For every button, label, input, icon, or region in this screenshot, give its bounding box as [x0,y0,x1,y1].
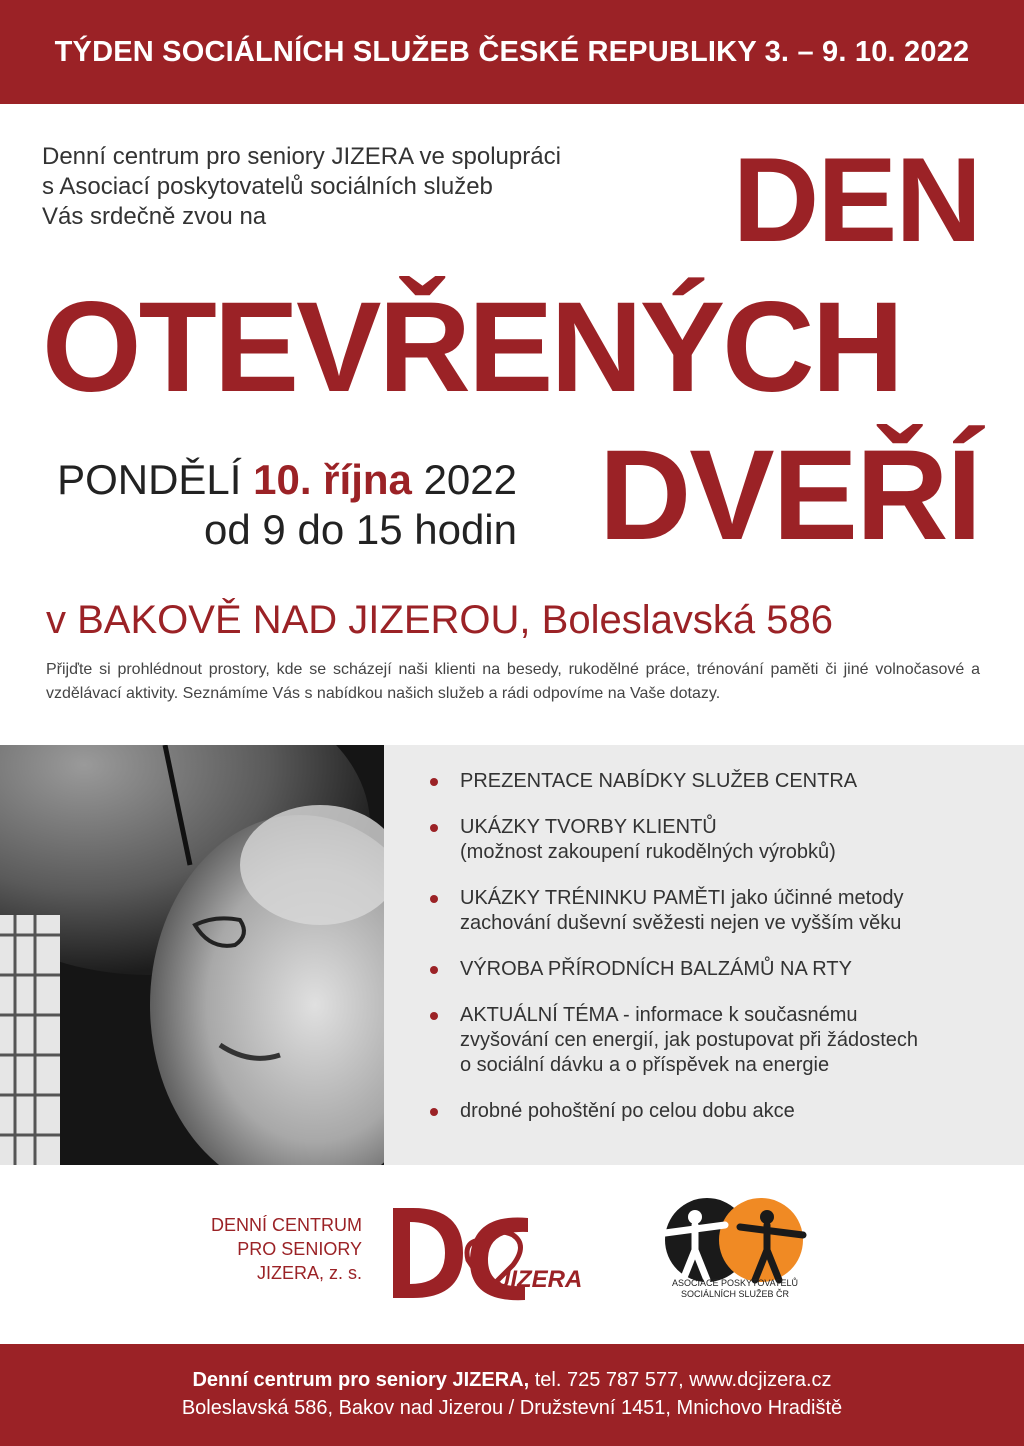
program-item [426,957,1016,982]
footer-address: Boleslavská 586, Bakov nad Jizerou / Družstevní 1451, Mnichovo Hradiště [181,1397,843,1419]
day-month: 10. října [253,456,412,503]
bullet-icon [430,1108,438,1116]
dc-logo-line-1: DENNÍ CENTRUM [211,1215,362,1235]
footer [0,1344,1024,1446]
seniors-photo [0,745,384,1165]
event-hours: od 9 do 15 hodin [204,506,517,553]
bullet-icon [430,778,438,786]
invite-line-1: Denní centrum pro seniory JIZERA ve spolupráci [42,143,561,170]
dc-logo-line-3: JIZERA, z. s. [256,1263,362,1283]
apss-logo-line-2: SOCIÁLNÍCH SLUŽEB ČR [680,1289,790,1299]
top-banner [0,0,1024,104]
program-item-line: UKÁZKY TRÉNINKU PAMĚTI jako účinné metody [460,887,904,909]
program-list [426,769,1016,1145]
program-item-line: drobné pohoštění po celou dobu akce [460,1100,795,1122]
invitation-text [42,142,561,232]
banner-title: TÝDEN SOCIÁLNÍCH SLUŽEB ČESKÉ REPUBLIKY 3. – 9. 10. 2022 [54,35,970,68]
program-item-line: (možnost zakoupení rukodělných výrobků) [460,841,836,863]
program-item-line: zvyšování cen energií, jak postupovat při žádostech [460,1029,919,1051]
program-item-line: PREZENTACE NABÍDKY SLUŽEB CENTRA [460,770,858,792]
bullet-icon [430,1012,438,1020]
program-item-line: o sociální dávku a o příspěvek na energie [460,1054,830,1076]
footer-contact-line [0,1366,1024,1394]
dc-logo-text [190,1213,362,1285]
program-item [426,815,1016,865]
date-line [32,455,517,505]
title-den: DEN [732,133,980,267]
program-item-line: VÝROBA PŘÍRODNÍCH BALZÁMŮ NA RTY [460,958,852,980]
apss-logo-text [640,1278,830,1300]
invite-line-2: s Asociací poskytovatelů sociálních služeb [42,173,493,200]
program-item [426,886,1016,936]
footer-org: Denní centrum pro seniory JIZERA, [192,1369,530,1391]
weekday: PONDĚLÍ [57,456,242,503]
bullet-icon [430,895,438,903]
intro-paragraph: Přijďte si prohlédnout prostory, kde se scházejí naši klienti na besedy, rukodělné práce, trénování paměti či jiné volnočasové a vzdělávací aktivity. Seznámíme Vás s nabídkou našich služeb a rádi odpovíme na Vaše dotazy. [46,661,980,702]
seniors-photo-illustration [0,745,384,1165]
program-item [426,769,1016,794]
dc-logo-wordmark: JIZERA [497,1266,583,1293]
bullet-icon [430,966,438,974]
footer-contact: tel. 725 787 577, www.dcjizera.cz [529,1369,832,1391]
title-dveri: DVEŘÍ [598,424,980,567]
program-item-line: AKTUÁLNÍ TÉMA - informace k současnému [460,1004,858,1026]
program-item-line: zachování duševní svěžesti nejen ve vyšším věku [460,912,902,934]
invite-line-3: Vás srdečně zvou na [42,203,267,230]
title-otevrenych: OTEVŘENÝCH [42,276,901,419]
program-item-line: UKÁZKY TVORBY KLIENTŮ [460,816,717,838]
program-section [0,745,1024,1165]
event-location: v BAKOVĚ NAD JIZEROU, Boleslavská 586 [46,598,833,642]
dc-logo-line-2: PRO SENIORY [237,1239,362,1259]
year: 2022 [423,456,517,503]
bullet-icon [430,824,438,832]
program-panel [384,745,1024,1165]
apss-logo-line-1: ASOCIACE POSKYTOVATELŮ [671,1278,799,1288]
program-item [426,1099,1016,1124]
program-item [426,1003,1016,1078]
event-date [32,455,517,555]
